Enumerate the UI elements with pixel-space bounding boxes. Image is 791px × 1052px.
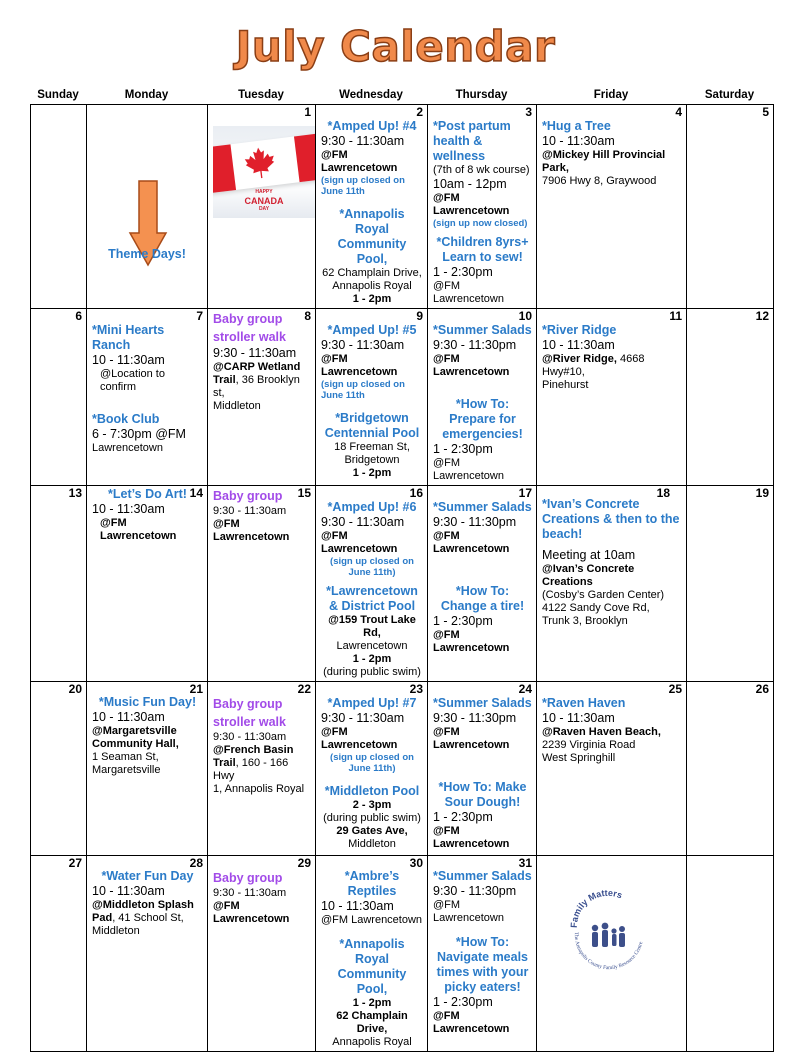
day-number: 1 xyxy=(304,105,311,119)
event-address: 7906 Hwy 8, Graywood xyxy=(542,175,657,187)
event-address: , 36 Brooklyn st, xyxy=(213,374,300,399)
day-number: 26 xyxy=(755,682,769,696)
event-time: 9:30 - 11:30am xyxy=(213,731,287,743)
day-cell-27 xyxy=(31,856,87,1052)
event-location: @FM Lawrencetown xyxy=(321,914,423,926)
event-address: Annapolis Royal xyxy=(332,280,412,292)
event-address: 1 Seaman St, xyxy=(92,751,159,763)
day-header-thursday: Thursday xyxy=(455,89,508,101)
event-title: Baby group xyxy=(213,489,283,503)
event-title: *Annapolis Royal Community Pool, xyxy=(337,207,407,266)
day-cell-16 xyxy=(316,486,428,682)
event-time: 1 - 2:30pm xyxy=(433,442,493,456)
event-title: *Mini Hearts Ranch xyxy=(92,323,165,352)
family-figures-icon xyxy=(592,923,625,947)
event-title: *Post partum health & wellness xyxy=(433,119,511,163)
day-cell-6 xyxy=(31,309,87,486)
event-time: 10 - 11:30am xyxy=(92,710,165,724)
event-address: Middleton xyxy=(213,400,261,412)
event-time: 1 - 2pm xyxy=(352,467,392,479)
day-cell-7 xyxy=(87,309,208,486)
event-location: @Location to confirm xyxy=(100,368,165,393)
event-time: 9:30 - 11:30am xyxy=(321,515,405,529)
week-2 xyxy=(31,309,774,486)
day-cell-5 xyxy=(687,105,774,309)
card-line-1: HAPPY xyxy=(255,189,273,195)
event-note: (during public swim) xyxy=(323,812,421,824)
day-cell-26 xyxy=(687,682,774,856)
event-time: 1 - 2:30pm xyxy=(433,810,493,824)
event-location: @FM Lawrencetown xyxy=(100,517,177,542)
event-title: *Raven Haven xyxy=(542,696,626,710)
event-location: @FM Lawrencetown xyxy=(321,530,398,555)
event-address: 29 Gates Ave, xyxy=(336,825,408,837)
day-number: 5 xyxy=(762,105,769,119)
event-time: 1 - 2pm xyxy=(352,997,392,1009)
event-address: 18 Freeman St, xyxy=(334,441,410,453)
event-address: 2239 Virginia Road xyxy=(542,739,636,751)
event-location: @FM Lawrencetown xyxy=(433,192,510,217)
day-cell-30 xyxy=(316,856,428,1052)
week-4 xyxy=(31,682,774,856)
page-title: July Calendar xyxy=(235,22,556,71)
event-title: *How To: Make Sour Dough! xyxy=(438,780,527,809)
day-number: 18 xyxy=(656,486,670,500)
event-time: 10 - 11:30am xyxy=(92,884,165,898)
day-number: 23 xyxy=(409,682,423,696)
event-time: 9:30 - 11:30pm xyxy=(433,515,517,529)
day-header-wednesday: Wednesday xyxy=(339,89,403,101)
event-title: *Summer Salads xyxy=(433,696,532,710)
event-title: *How To: Change a tire! xyxy=(440,584,525,613)
event-title: stroller walk xyxy=(213,330,286,344)
event-time: 9:30 - 11:30am xyxy=(321,711,405,725)
event-location: @CARP Wetland xyxy=(213,361,301,373)
event-location: @FM Lawrencetown xyxy=(321,353,398,378)
event-location: @FM Lawrencetown xyxy=(433,629,510,654)
day-cell-15 xyxy=(208,486,316,682)
signup-note: (sign up closed on June 11th) xyxy=(330,752,414,774)
event-time: 1 - 2:30pm xyxy=(433,265,493,279)
day-number: 4 xyxy=(675,105,682,119)
event-location: @Raven Haven Beach, xyxy=(542,726,661,738)
day-number: 10 xyxy=(518,309,532,323)
svg-text:The Annapolis County Family Re xyxy=(573,932,645,971)
card-line-2: CANADA xyxy=(244,196,284,206)
event-title: *Hug a Tree xyxy=(542,119,611,133)
event-location: @FM Lawrencetown xyxy=(321,149,398,174)
event-title: Baby group xyxy=(213,871,283,885)
event-time: 9:30 - 11:30am xyxy=(213,505,287,517)
event-address: Margaretsville xyxy=(92,764,161,776)
day-number: 9 xyxy=(416,309,423,323)
event-address: 4668 Hwy#10, xyxy=(542,353,645,378)
day-cell-14 xyxy=(87,486,208,682)
day-cell-11 xyxy=(537,309,687,486)
event-title: *Amped Up! #7 xyxy=(327,696,417,710)
event-time: 10 - 11:30am xyxy=(92,502,165,516)
day-number: 2 xyxy=(416,105,423,119)
event-location: @French Basin xyxy=(213,744,294,756)
event-title: *Amped Up! #5 xyxy=(327,323,417,337)
event-title: Baby group xyxy=(213,312,283,326)
event-location: @Middleton Splash xyxy=(92,899,194,911)
day-number: 19 xyxy=(755,486,769,500)
day-cell-23 xyxy=(316,682,428,856)
event-title: *Bridgetown Centennial Pool xyxy=(324,411,420,440)
event-time: Meeting at 10am xyxy=(542,548,636,562)
event-time: 9:30 - 11:30pm xyxy=(433,711,517,725)
event-location: @FM Lawrencetown xyxy=(433,280,504,305)
day-header-friday: Friday xyxy=(593,89,629,101)
day-cell-17 xyxy=(428,486,537,682)
day-header-saturday: Saturday xyxy=(704,89,755,101)
event-address: , 160 - 166 Hwy xyxy=(213,757,289,782)
day-cell-empty xyxy=(687,856,774,1052)
event-subtitle: (Cosby’s Garden Center) xyxy=(542,589,665,601)
day-number: 12 xyxy=(755,309,769,323)
canada-day-card xyxy=(213,126,315,218)
day-cell-9 xyxy=(316,309,428,486)
event-title: *Annapolis Royal Community Pool, xyxy=(337,937,407,996)
event-time: 10 - 11:30am xyxy=(542,711,615,725)
event-time: 10 - 11:30am xyxy=(92,353,165,367)
event-location: @FM Lawrencetown xyxy=(213,518,290,543)
day-number: 29 xyxy=(297,856,311,870)
day-number: 8 xyxy=(304,309,311,323)
event-title: *Let’s Do Art! xyxy=(108,487,187,501)
event-time: 1 - 2:30pm xyxy=(433,995,493,1009)
day-number: 28 xyxy=(189,856,203,870)
event-title: *Middleton Pool xyxy=(324,784,420,798)
event-location: @FM Lawrencetown xyxy=(433,530,510,555)
day-number: 14 xyxy=(189,486,203,500)
event-time: 10 - 11:30am xyxy=(542,338,615,352)
day-number: 21 xyxy=(189,682,203,696)
event-title: *Ivan’s Concrete Creations & then to the beach! xyxy=(542,497,680,541)
event-title: *Summer Salads xyxy=(433,500,532,514)
day-number: 6 xyxy=(75,309,82,323)
day-number: 3 xyxy=(525,105,532,119)
day-header-monday: Monday xyxy=(124,89,169,101)
event-time: 10 - 11:30am xyxy=(542,134,615,148)
day-cell-29 xyxy=(208,856,316,1052)
logo-name: Family Matters xyxy=(568,888,624,929)
event-address: 62 Champlain Drive, xyxy=(322,267,422,279)
event-time: 6 - 7:30pm @FM xyxy=(92,427,186,441)
event-note: (during public swim) xyxy=(323,666,421,678)
signup-note: (sign up now closed) xyxy=(433,218,528,229)
day-number: 17 xyxy=(518,486,532,500)
event-title: *Summer Salads xyxy=(433,869,532,883)
event-title: *Water Fun Day xyxy=(101,869,194,883)
week-5 xyxy=(31,856,774,1052)
event-address: 1, Annapolis Royal xyxy=(213,783,305,795)
event-title: Baby group xyxy=(213,697,283,711)
event-address: Trunk 3, Brooklyn xyxy=(542,615,628,627)
event-location: @FM Lawrencetown xyxy=(433,825,510,850)
day-cell-22 xyxy=(208,682,316,856)
event-address: 62 Champlain Drive, xyxy=(336,1010,408,1035)
event-title: *Children 8yrs+ Learn to sew! xyxy=(436,235,529,264)
event-time: 1 - 2pm xyxy=(352,653,392,665)
day-cell-1 xyxy=(208,105,316,309)
day-cell-21 xyxy=(87,682,208,856)
event-address: 4122 Sandy Cove Rd, xyxy=(542,602,650,614)
event-time: 10 - 11:30am xyxy=(321,899,394,913)
event-subtitle: (7th of 8 wk course) xyxy=(433,164,530,176)
day-number: 30 xyxy=(409,856,423,870)
event-time: 9:30 - 11:30pm xyxy=(433,884,517,898)
event-address: , 41 School St, xyxy=(112,912,184,924)
logo-org: The Annapolis County Family Resource Centre xyxy=(572,931,645,972)
day-number: 7 xyxy=(196,309,203,323)
event-location: @River Ridge, xyxy=(542,353,617,365)
event-location: Trail xyxy=(213,757,236,769)
family-matters-logo xyxy=(563,888,653,978)
theme-days-label: Theme Days! xyxy=(108,247,186,261)
event-location: @FM Lawrencetown xyxy=(433,726,510,751)
event-location: Pad xyxy=(92,912,113,924)
event-address: Lawrencetown xyxy=(336,640,408,652)
event-title: stroller walk xyxy=(213,715,286,729)
day-cell-20 xyxy=(31,682,87,856)
day-cell-10 xyxy=(428,309,537,486)
day-number: 16 xyxy=(409,486,423,500)
day-cell-4 xyxy=(537,105,687,309)
day-number: 20 xyxy=(68,682,82,696)
event-location: Community Hall, xyxy=(92,738,179,750)
day-number: 25 xyxy=(668,682,682,696)
day-cell-19 xyxy=(687,486,774,682)
event-title: *How To: Navigate meals times with your picky eaters! xyxy=(436,935,529,994)
card-line-3: DAY xyxy=(258,206,270,212)
signup-note: (sign up closed on June 11th xyxy=(321,175,405,197)
event-time: 2 - 3pm xyxy=(352,799,392,811)
day-cell-3 xyxy=(428,105,537,309)
day-number: 24 xyxy=(518,682,532,696)
day-number: 27 xyxy=(68,856,82,870)
event-location: @FM Lawrencetown xyxy=(433,353,510,378)
event-location: @FM Lawrencetown xyxy=(433,1010,510,1035)
event-location: Trail xyxy=(213,374,236,386)
event-title: *Music Fun Day! xyxy=(98,695,197,709)
signup-note: (sign up closed on June 11th) xyxy=(330,556,414,578)
calendar-grid xyxy=(30,104,774,1052)
day-cell-empty xyxy=(31,105,87,309)
event-address: Middleton xyxy=(348,838,396,850)
day-header-sunday: Sunday xyxy=(37,89,79,101)
event-time: 10am - 12pm xyxy=(433,177,507,191)
event-time: 1 - 2pm xyxy=(352,293,392,305)
day-cell-theme xyxy=(87,105,208,309)
event-time: 9:30 - 11:30pm xyxy=(433,338,517,352)
event-location: @Ivan’s Concrete Creations xyxy=(542,563,635,588)
day-number: 15 xyxy=(297,486,311,500)
day-cell-18 xyxy=(537,486,687,682)
week-3 xyxy=(31,486,774,682)
event-time: 9:30 - 11:30am xyxy=(321,338,405,352)
event-location: @FM Lawrencetown xyxy=(433,457,504,482)
event-address: Annapolis Royal xyxy=(332,1036,412,1048)
event-title: *Ambre’s Reptiles xyxy=(344,869,400,898)
event-address: Pinehurst xyxy=(542,379,589,391)
day-cell-31 xyxy=(428,856,537,1052)
event-title: *Book Club xyxy=(92,412,160,426)
day-cell-24 xyxy=(428,682,537,856)
event-time: 9:30 - 11:30am xyxy=(213,346,297,360)
day-cell-13 xyxy=(31,486,87,682)
event-location: @FM Lawrencetown xyxy=(321,726,398,751)
event-title: *Lawrencetown & District Pool xyxy=(326,584,418,613)
event-location: @Margaretsville xyxy=(92,725,177,737)
event-time: 1 - 2:30pm xyxy=(433,614,493,628)
event-address: Bridgetown xyxy=(344,454,400,466)
maple-leaf-icon xyxy=(241,144,279,182)
event-address: West Springhill xyxy=(542,752,616,764)
event-address: @159 Trout Lake Rd, xyxy=(328,614,416,639)
event-location: @FM Lawrencetown xyxy=(433,899,504,924)
day-number: 22 xyxy=(297,682,311,696)
event-location: @FM Lawrencetown xyxy=(213,900,290,925)
event-time: 9:30 - 11:30am xyxy=(321,134,405,148)
day-cell-2 xyxy=(316,105,428,309)
event-title: *Summer Salads xyxy=(433,323,532,337)
day-header-tuesday: Tuesday xyxy=(238,89,284,101)
event-address: Middleton xyxy=(92,925,140,937)
event-title: *Amped Up! #6 xyxy=(327,500,417,514)
day-number: 31 xyxy=(518,856,532,870)
day-number: 11 xyxy=(669,309,682,323)
event-location: Lawrencetown xyxy=(92,442,163,454)
event-title: *How To: Prepare for emergencies! xyxy=(442,397,523,441)
day-cell-8 xyxy=(208,309,316,486)
svg-text:Family Matters xyxy=(569,888,624,928)
event-title: *Amped Up! #4 xyxy=(327,119,417,133)
day-cell-12 xyxy=(687,309,774,486)
day-number: 13 xyxy=(68,486,82,500)
day-cell-25 xyxy=(537,682,687,856)
event-time: 9:30 - 11:30am xyxy=(213,887,287,899)
day-cell-28 xyxy=(87,856,208,1052)
logo-cell xyxy=(537,856,687,1052)
event-location: @Mickey Hill Provincial Park, xyxy=(542,149,666,174)
event-title: *River Ridge xyxy=(542,323,617,337)
signup-note: (sign up closed on June 11th xyxy=(321,379,405,401)
week-1 xyxy=(31,105,774,309)
